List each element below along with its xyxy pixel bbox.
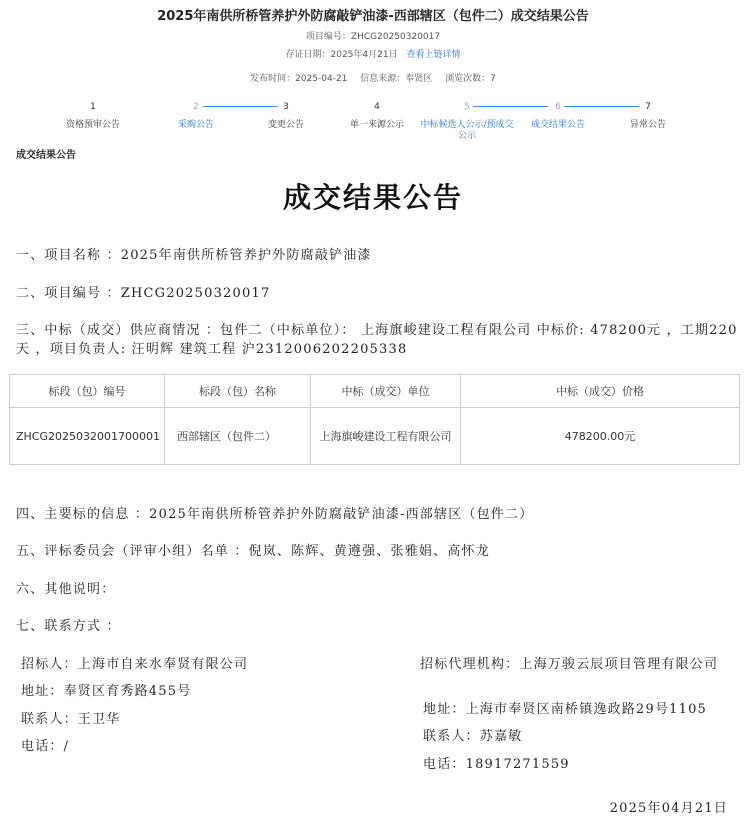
- project-name: 一、项目名称 ：2025年南供所桥管养护外防腐敲铲油漆: [16, 248, 372, 263]
- step-procurement-notice[interactable]: 2 采购公告: [177, 102, 214, 130]
- info-source: 信息来源：奉贤区: [360, 74, 433, 84]
- chain-detail-link[interactable]: 查看上链详情: [406, 50, 461, 60]
- main-subject: 四、主要标的信息 ：2025年南供所桥管养护外防腐敲铲油漆-西部辖区（包件二）: [16, 507, 534, 522]
- buyer-address: 地址：奉贤区育秀路455号: [21, 684, 192, 699]
- step-change-notice[interactable]: 3 变更公告: [267, 102, 304, 130]
- cell-lot-no: ZHCG2025032001700001: [10, 408, 165, 465]
- section-label: 成交结果公告: [16, 150, 76, 161]
- review-committee: 五、评标委员会（评审小组）名单 ：倪岚、陈辉、黄遵强、张雅娟、高怀龙: [16, 544, 490, 559]
- project-code: 二、项目编号 ：ZHCG20250320017: [16, 286, 271, 301]
- view-count: 浏览次数：7: [445, 74, 496, 84]
- publish-time: 发布时间：2025-04-21: [250, 74, 348, 84]
- winning-supplier: 三、中标（成交）供应商情况 ：包件二（中标单位）： 上海旗峻建设工程有限公司 中标价: 478200元 ，工期220天 ，项目负责人: 汪明辉 建筑工程 沪2312006202205338: [16, 323, 738, 357]
- notice-date: 2025年04月21日: [609, 801, 728, 816]
- cell-price: 478200.00元: [461, 408, 740, 465]
- col-header-winner: 中标（成交）单位: [311, 375, 461, 408]
- deposit-line: [0, 47, 746, 60]
- result-table: [9, 374, 740, 465]
- table-row: [10, 408, 740, 465]
- col-header-lot-name: 标段（包）名称: [165, 375, 311, 408]
- project-number: 项目编号：ZHCG20250320017: [305, 32, 441, 42]
- step-exception-notice[interactable]: 7 异常公告: [629, 102, 666, 130]
- step-prequalification[interactable]: 1 资格预审公告: [65, 102, 120, 130]
- col-header-price: 中标（成交）价格: [461, 375, 740, 408]
- other-notes: 六、其他说明：: [16, 582, 116, 597]
- agent-address: 地址：上海市奉贤区南桥镇逸政路29号1105: [423, 702, 708, 717]
- step-result-notice[interactable]: 6 成交结果公告: [530, 102, 585, 130]
- deposit-date: 存证日期：2025年4月21日: [285, 50, 398, 60]
- process-steps: [0, 100, 746, 145]
- buyer-name: 招标人：上海市自来水奉贤有限公司: [21, 657, 249, 672]
- table-header-row: [10, 375, 740, 408]
- agent-name: 招标代理机构：上海万骏云辰项目管理有限公司: [420, 657, 719, 672]
- buyer-phone: 电话：/: [21, 739, 70, 754]
- agent-contact: 联系人：苏嘉敏: [423, 729, 523, 744]
- buyer-contact: 联系人：王卫华: [21, 712, 121, 727]
- meta-line: [0, 71, 746, 84]
- document-title: 成交结果公告: [282, 181, 463, 214]
- cell-winner: 上海旗峻建设工程有限公司: [311, 408, 461, 465]
- agent-phone: 电话：18917271559: [423, 757, 570, 772]
- step-single-source[interactable]: 4 单一来源公示: [349, 102, 404, 130]
- page-title: 2025年南供所桥管养护外防腐敲铲油漆-西部辖区（包件二）成交结果公告: [157, 9, 589, 24]
- step-candidate-publicity[interactable]: 5 中标候选人公示/预成交公示: [420, 102, 514, 141]
- cell-lot-name: 西部辖区（包件二）: [165, 408, 311, 465]
- contact-heading: 七、联系方式 ：: [16, 619, 121, 634]
- col-header-lot-no: 标段（包）编号: [10, 375, 165, 408]
